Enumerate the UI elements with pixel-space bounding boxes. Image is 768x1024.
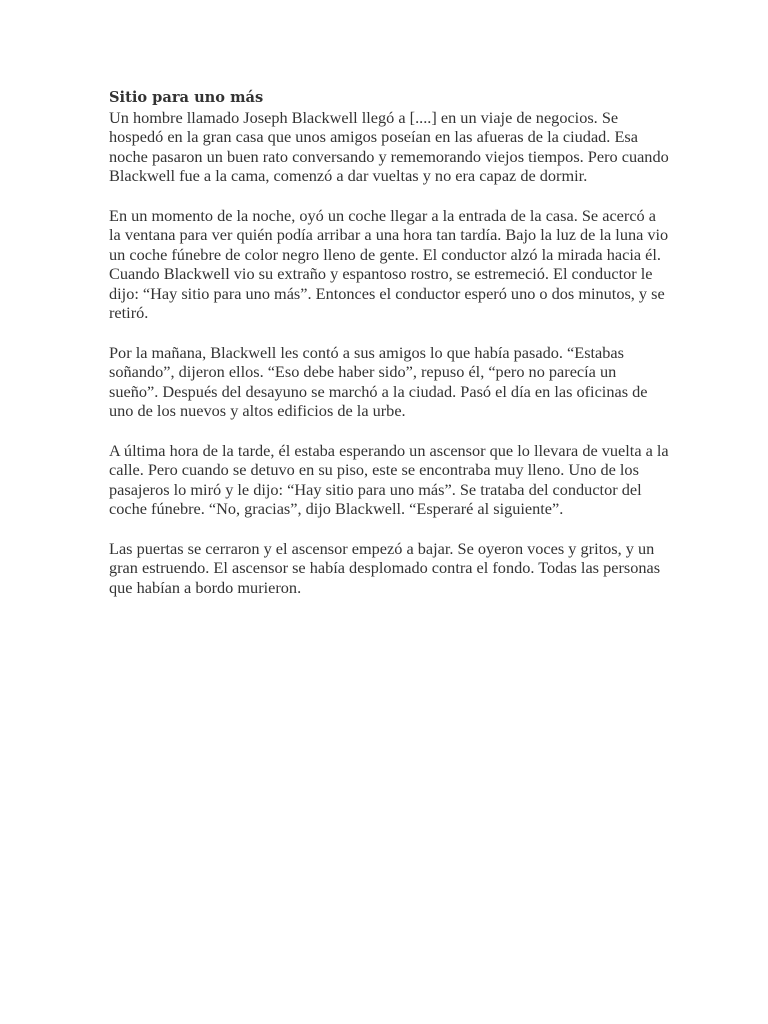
document-page [109, 88, 669, 617]
paragraph-1: Un hombre llamado Joseph Blackwell llegó a [....] en un viaje de negocios. Se hospedó en la gran casa que unos amigos poseían en las afueras de la ciudad. Esa noche pasaron un buen rato conversando y rememorando viejos tiempos. Pero cuando Blackwell fue a la cama, comenzó a dar vueltas y no era capaz de dormir. [109, 107, 669, 185]
document-title: Sitio para uno más [109, 89, 264, 106]
paragraph-5: Las puertas se cerraron y el ascensor empezó a bajar. Se oyeron voces y gritos, y un gran estruendo. El ascensor se había desplomado contra el fondo. Todas las personas que habían a bordo murieron. [109, 538, 661, 597]
paragraph-3: Por la mañana, Blackwell les contó a sus amigos lo que había pasado. “Estabas soñando”, dijeron ellos. “Eso debe haber sido”, repuso él, “pero no parecía un sueño”. Después del desayuno se marchó a la ciudad. Pasó el día en las oficinas de uno de los nuevos y altos edificios de la urbe. [109, 342, 648, 420]
paragraph-2: En un momento de la noche, oyó un coche llegar a la entrada de la casa. Se acercó a la ventana para ver quién podía arribar a una hora tan tardía. Bajo la luz de la luna vio un coche fúnebre de color negro lleno de gente. El conductor alzó la mirada hacia él. Cuando Blackwell vio su extraño y espantoso rostro, se estremeció. El conductor le dijo: “Hay sitio para uno más”. Entonces el conductor esperó uno o dos minutos, y se retiró. [109, 205, 669, 322]
paragraph-4: A última hora de la tarde, él estaba esperando un ascensor que lo llevara de vuelta a la calle. Pero cuando se detuvo en su piso, este se encontraba muy lleno. Uno de los pasajeros lo miró y le dijo: “Hay sitio para uno más”. Se trataba del conductor del coche fúnebre. “No, gracias”, dijo Blackwell. “Esperaré al siguiente”. [109, 440, 669, 518]
